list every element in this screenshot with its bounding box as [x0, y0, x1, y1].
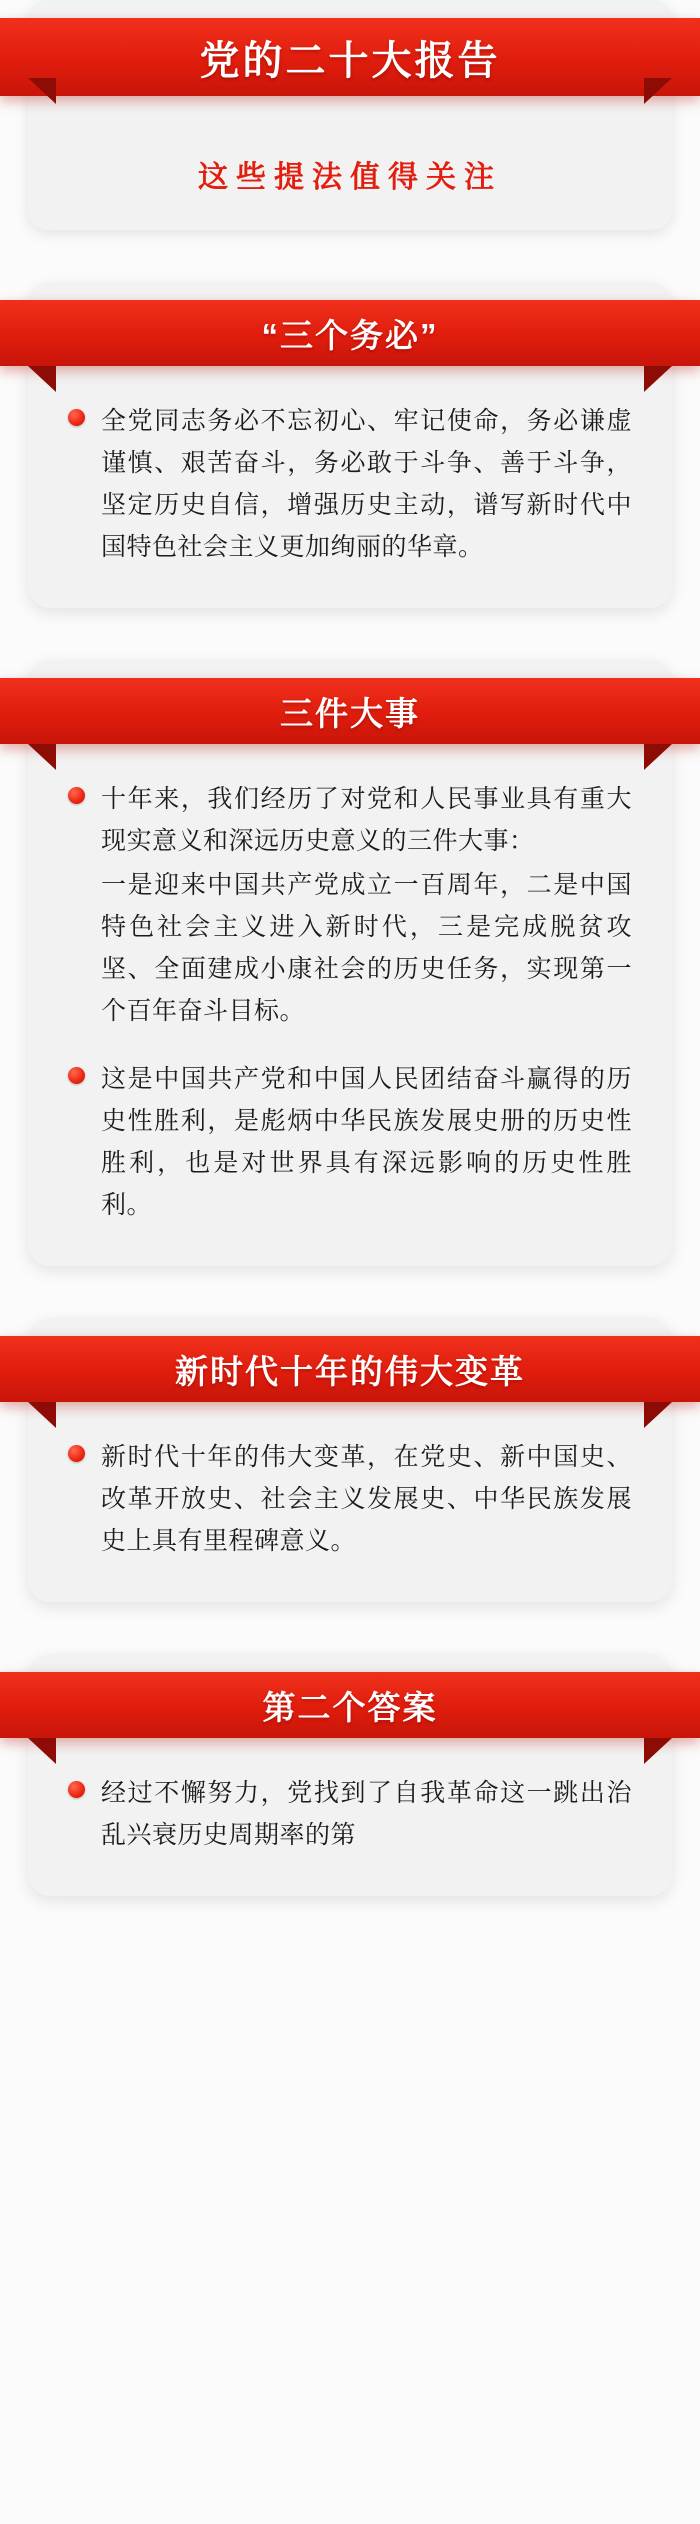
- header-banner: [0, 18, 700, 96]
- section-banner-holder: [28, 1318, 672, 1414]
- paragraph-text: 这是中国共产党和中国人民团结奋斗赢得的历史性胜利，是彪炳中华民族发展史册的历史性胜利，也是对世界具有深远影响的历史性胜利。: [101, 1065, 632, 1219]
- list-item: [68, 1058, 632, 1226]
- section-banner-holder: [28, 282, 672, 378]
- paragraph-text: 一是迎来中国共产党成立一百周年，二是中国特色社会主义进入新时代，三是完成脱贫攻坚、全面建成小康社会的历史任务，实现第一个百年奋斗目标。: [101, 871, 632, 1025]
- section-card: [28, 1318, 672, 1602]
- section-title: 第二个答案: [262, 1688, 438, 1726]
- bullet-dot-icon: [68, 1067, 85, 1084]
- paragraph-text: 十年来，我们经历了对党和人民事业具有重大现实意义和深远历史意义的三件大事：: [101, 785, 632, 855]
- section-card: [28, 282, 672, 608]
- paragraph-group: [101, 1772, 632, 1856]
- section-body: [28, 1750, 672, 1856]
- section-body: [28, 756, 672, 1226]
- page-subtitle: 这些提法值得关注: [198, 161, 502, 194]
- paragraph-group: [101, 400, 632, 568]
- section-title: 新时代十年的伟大变革: [175, 1352, 525, 1390]
- section-card: [28, 660, 672, 1266]
- list-item: [68, 778, 632, 1032]
- list-item: [68, 1436, 632, 1562]
- header-card: [28, 0, 672, 230]
- paragraph-group: [101, 778, 632, 1032]
- section-banner: [0, 678, 700, 744]
- section-title: 三件大事: [280, 694, 420, 732]
- section-body: [28, 378, 672, 568]
- section-body: [28, 1414, 672, 1562]
- section-title: “三个务必”: [261, 316, 439, 354]
- page-header: [0, 0, 700, 230]
- paragraph-group: [101, 1436, 632, 1562]
- list-item: [68, 1772, 632, 1856]
- list-item: [68, 400, 632, 568]
- bullet-dot-icon: [68, 1445, 85, 1462]
- section-card: [28, 1654, 672, 1896]
- paragraph-text: 新时代十年的伟大变革，在党史、新中国史、改革开放史、社会主义发展史、中华民族发展史上具有里程碑意义。: [101, 1443, 632, 1555]
- page-title: 党的二十大报告: [199, 38, 501, 83]
- section-banner: [0, 1672, 700, 1738]
- section-banner: [0, 1336, 700, 1402]
- section-banner-holder: [28, 660, 672, 756]
- section-banner: [0, 300, 700, 366]
- bullet-dot-icon: [68, 409, 85, 426]
- section-banner-holder: [28, 1654, 672, 1750]
- bullet-dot-icon: [68, 787, 85, 804]
- paragraph-group: [101, 1058, 632, 1226]
- paragraph-text: 全党同志务必不忘初心、牢记使命，务必谦虚谨慎、艰苦奋斗，务必敢于斗争、善于斗争，坚定历史自信，增强历史主动，谱写新时代中国特色社会主义更加绚丽的华章。: [101, 407, 632, 561]
- paragraph-text: 经过不懈努力，党找到了自我革命这一跳出治乱兴衰历史周期率的第: [101, 1779, 632, 1849]
- bullet-dot-icon: [68, 1781, 85, 1798]
- sections-container: [0, 282, 700, 1896]
